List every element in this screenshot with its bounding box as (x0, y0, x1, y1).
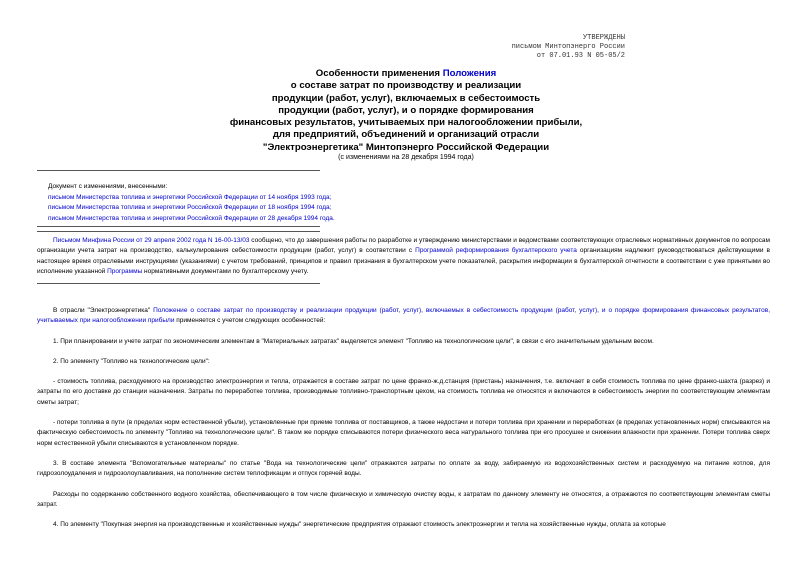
divider (37, 283, 320, 284)
document-body (37, 306, 770, 530)
title-line-5: финансовых результатов, учитываемых при налогообложении прибыли, (229, 117, 583, 129)
title-text: Особенности применения (315, 68, 443, 79)
changes-block (48, 182, 408, 224)
paragraph: Расходы по содержанию собственного водного хозяйства, обеспечивающего в том числе физическую и химическую очистку воды, к затратам по данному элементу не относятся, а отражаются по соответствующим элементам сметы затрат. (37, 490, 770, 508)
paragraph (37, 306, 770, 327)
title-line-2: о составе затрат по производству и реализации (290, 80, 522, 92)
title-line-7: "Электроэнергетика" Минтопэнерго Российской Федерации (262, 141, 550, 153)
divider (37, 170, 320, 171)
title-line-3: продукции (работ, услуг), включаемых в себестоимость (271, 92, 541, 104)
title-line-4: продукции (работ, услуг), и о порядке формирования (278, 104, 534, 116)
divider (37, 226, 320, 227)
approval-line-1: УТВЕРЖДЕНЫ (582, 34, 625, 42)
note-text: сообщено, что до завершения работы по разработке и утверждению министерствами и ведомствами соответствующих отраслевых нормативных документов по вопросам организации учета затрат на производство, калькулирования себестоимости продукции (работ, услуг) в соответствии с (37, 237, 770, 255)
minfin-letter-link[interactable]: Письмом Минфина России от 29 апреля 2002 года N 16-00-13/03 (53, 237, 250, 244)
regulation-link[interactable]: Положения (442, 68, 497, 79)
change-link-1[interactable]: письмом Министерства топлива и энергетики Российской Федерации от 14 ноября 1993 года; (48, 193, 332, 201)
title-line-6: для предприятий, объединений и организаций отрасли (272, 129, 540, 141)
paragraph-text: В отрасли "Электроэнергетика" (53, 307, 154, 314)
paragraph: 4. По элементу "Покупная энергия на производственные и хозяйственные нужды" энергетические предприятия отражают стоимость электроэнергии и тепла на хозяйственные нужды, оплата за которые (53, 521, 666, 529)
title-line-1 (200, 68, 612, 80)
approval-line-3: от 07.01.93 N 05-05/2 (536, 52, 625, 60)
document-title (200, 68, 612, 154)
change-link-2[interactable]: письмом Министерства топлива и энергетики Российской Федерации от 18 ноября 1994 года; (48, 204, 332, 211)
paragraph: 2. По элементу "Топливо на технологические цели": (53, 357, 210, 365)
change-link-3[interactable]: письмом Министерства топлива и энергетики Российской Федерации от 28 декабря 1994 года. (48, 214, 335, 222)
revision-note: (с изменениями на 28 декабря 1994 года) (338, 154, 474, 161)
program-link[interactable]: Программы (107, 268, 143, 276)
regulation-body-link[interactable]: Положение о составе затрат по производству и реализации продукции (работ, услуг), включаемых в себестоимость продукции (работ, услуг), и о порядке формирования финансовых результатов, учитываемых при налогообложении прибыли (37, 307, 770, 325)
minfin-note (37, 236, 770, 278)
approval-line-2: письмом Минтопэнерго России (511, 43, 625, 51)
divider (37, 231, 320, 232)
paragraph: - стоимость топлива, расходуемого на производство электроэнергии и тепла, отражается в составе затрат по цене франко-ж.д.станция (пристань) назначения, т.е. включает в себя стоимость топлива по цене франко-шахта (разрез) и затраты по его доставке до станции назначения. Затраты по переработке топлива, производимые топливно-транспортным цехом, на стоимость топлива не относятся и включаются в себестоимость энергии по соответствующим элементам сметы затрат; (37, 378, 770, 406)
reform-program-link[interactable]: Программой реформирования бухгалтерского учета (415, 247, 577, 255)
paragraph: 3. В составе элемента "Вспомогательные материалы" по статье "Вода на технологические цели" отражаются затраты по оплате за воду, забираемую из водохозяйственных систем и расходуемую на питание котлов, для гидрозолоудаления и гидрозолоулавливания, на пополнение систем теплофикации и отпуск горячей воды. (37, 459, 770, 478)
approval-stamp (512, 34, 625, 61)
paragraph-text: применяется с учетом следующих особенностей: (174, 317, 326, 325)
note-text: организациям надлежит руководствоваться действующими в настоящее время отраслевыми инструкциями (указаниями) с учетом требований, принципов и правил признания в бухгалтерском учете показателей, раскрытия информации в бухгалтерской отчетности в соответствии с уже принятыми во исполнение указанной (37, 247, 770, 276)
changes-heading: Документ с изменениями, внесенными: (48, 183, 168, 190)
paragraph: - потери топлива в пути (в пределах норм естественной убыли), установленные при приеме топлива от поставщиков, а также недостачи и потери топлива при хранении и переработках (в пределах установленных норм) списываются на фактическую себестоимость по элементу "Топливо на технологические цели". В таком же порядке списываются потери физического веса натурального топлива при его просушке и снижении влажности при хранении. Потери топлива сверх норм естественной убыли списываются в установленном порядке. (37, 419, 770, 447)
paragraph: 1. При планировании и учете затрат по экономическим элементам в "Материальных затратах" выделяется элемент "Топливо на технологические цели", в связи с его значительным удельным весом. (53, 337, 654, 345)
note-text: нормативными документами по бухгалтерскому учету. (142, 268, 309, 276)
